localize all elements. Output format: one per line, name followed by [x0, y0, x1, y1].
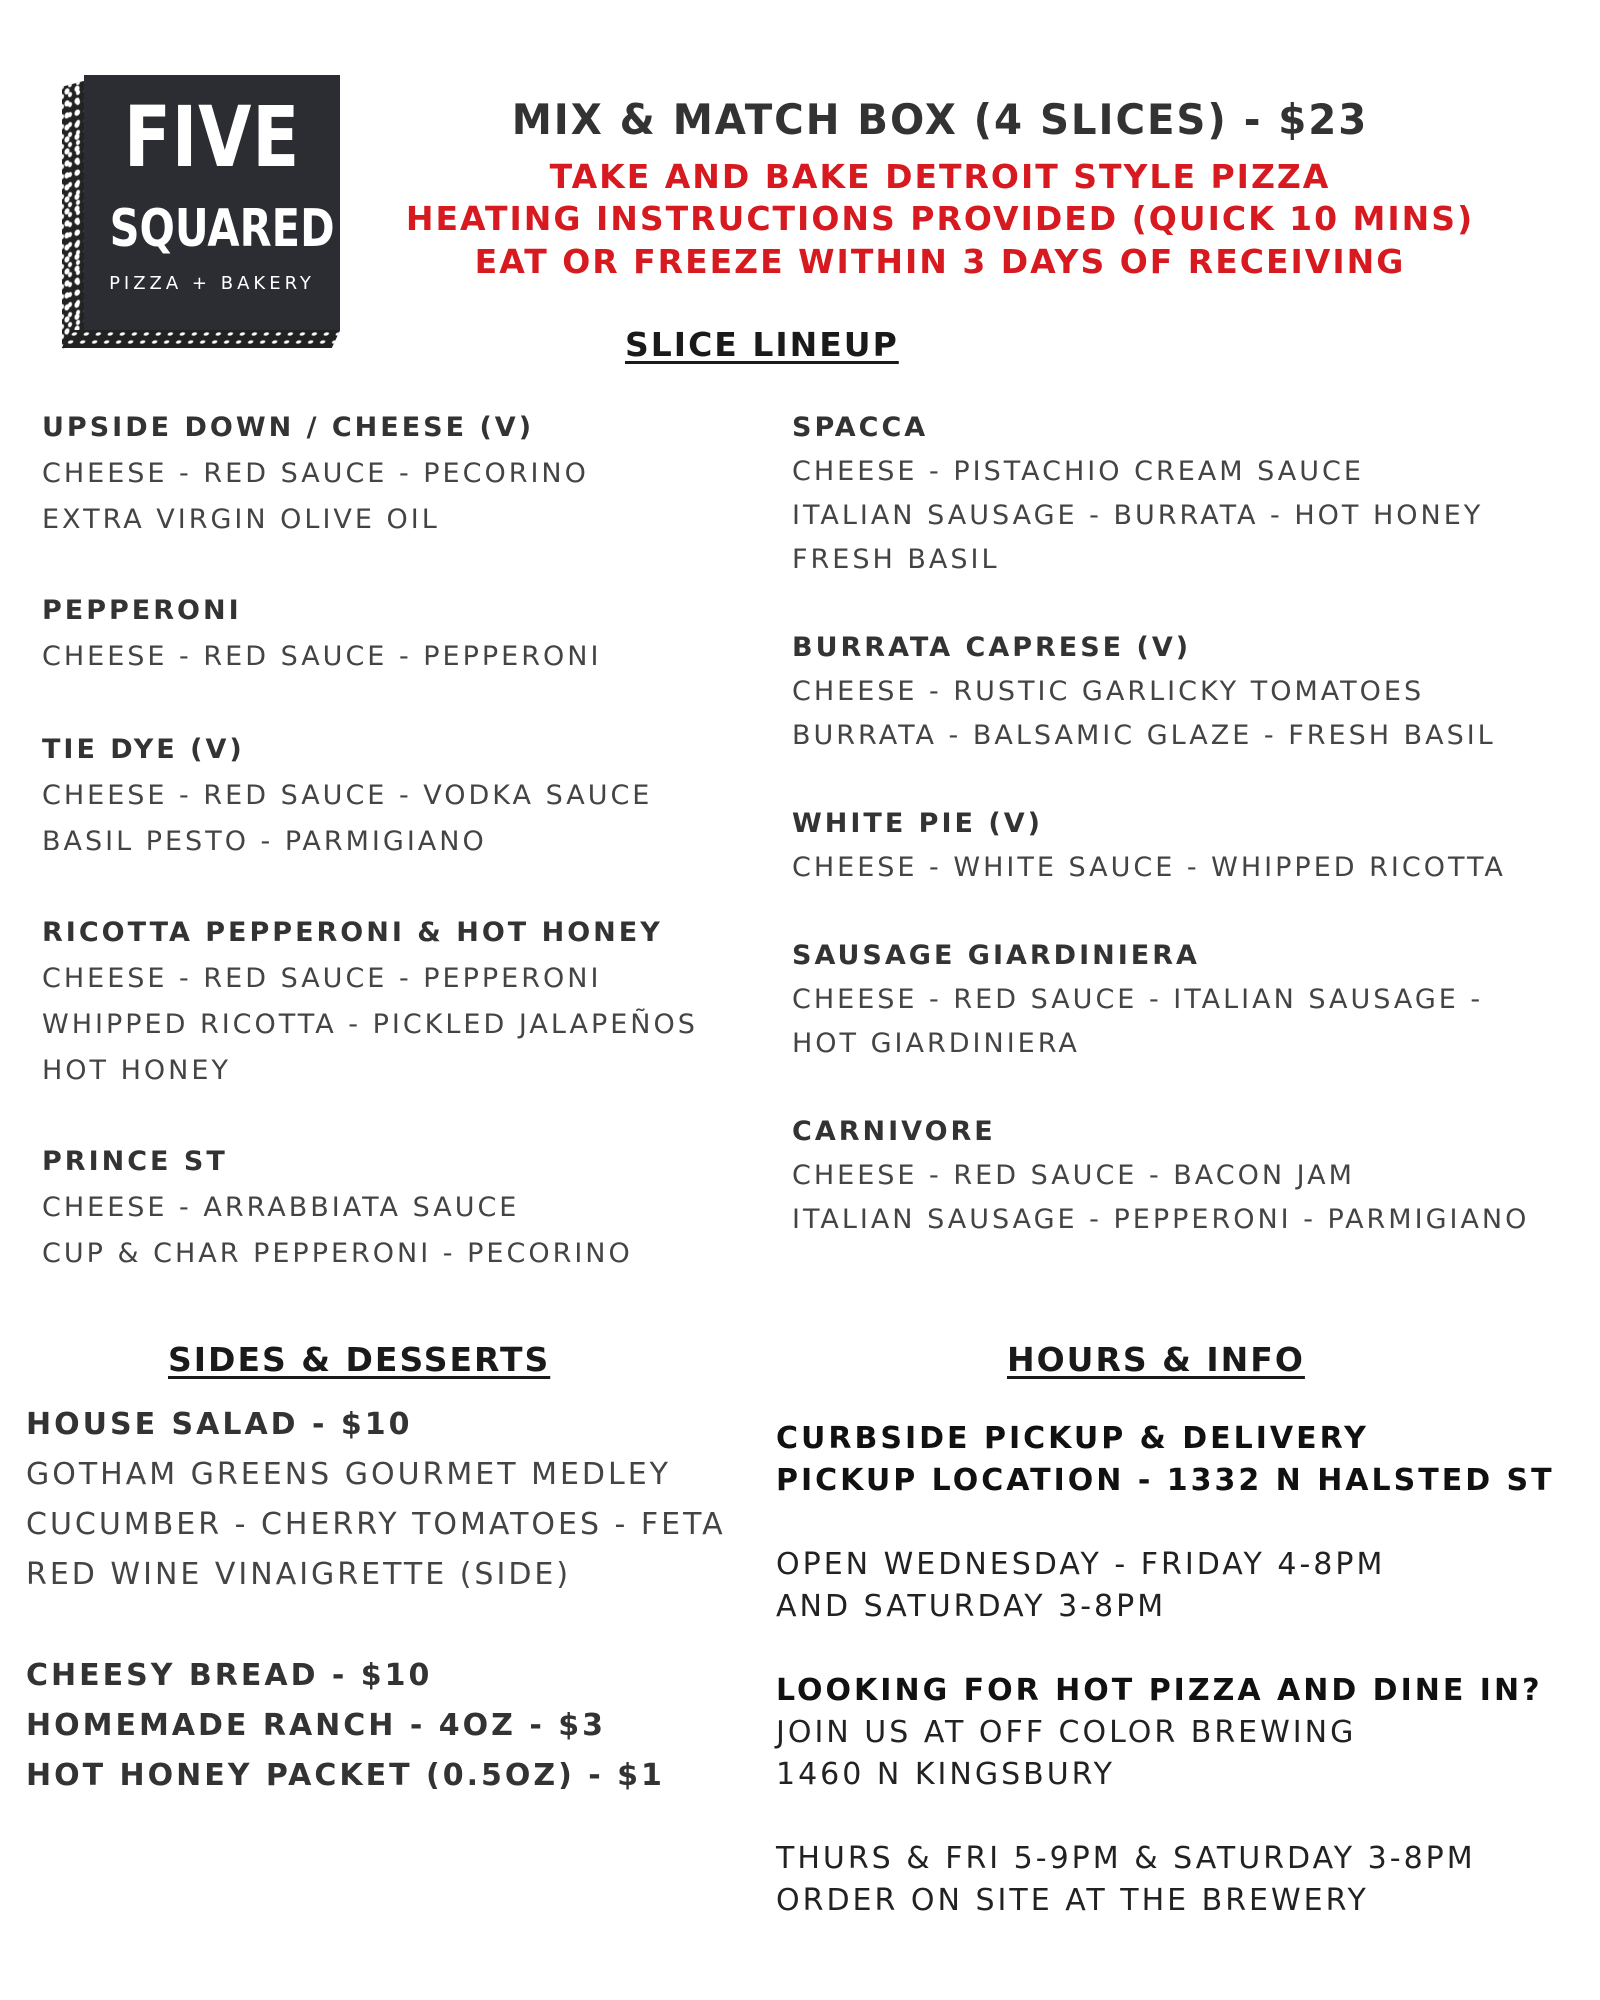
- pickup-line: PICKUP LOCATION - 1332 N HALSTED ST: [776, 1463, 1555, 1498]
- slice-ingredients: HOT HONEY: [42, 1055, 231, 1086]
- hours-line: AND SATURDAY 3-8PM: [776, 1589, 1167, 1624]
- subtitle-line: EAT OR FREEZE WITHIN 3 DAYS OF RECEIVING: [474, 242, 1406, 281]
- side-item: HOMEMADE RANCH - 4OZ - $3: [26, 1708, 606, 1743]
- hours-line: OPEN WEDNESDAY - FRIDAY 4-8PM: [776, 1547, 1386, 1582]
- salad-line: RED WINE VINAIGRETTE (SIDE): [26, 1557, 572, 1592]
- slice-ingredients: CHEESE - RED SAUCE - PECORINO: [42, 458, 589, 489]
- logo-face: [84, 75, 340, 330]
- box-title: MIX & MATCH BOX (4 SLICES) - $23: [511, 95, 1369, 144]
- subtitle-line: HEATING INSTRUCTIONS PROVIDED (QUICK 10 MINS): [405, 199, 1475, 238]
- logo: [62, 75, 342, 350]
- slice-lineup-heading: SLICE LINEUP: [625, 325, 899, 364]
- dine-in-line: JOIN US AT OFF COLOR BREWING: [776, 1715, 1357, 1750]
- slice-ingredients: CHEESE - RED SAUCE - PEPPERONI: [42, 641, 602, 672]
- dine-in-heading: LOOKING FOR HOT PIZZA AND DINE IN?: [776, 1673, 1543, 1708]
- side-item: HOT HONEY PACKET (0.5OZ) - $1: [26, 1758, 665, 1793]
- slice-ingredients: CHEESE - WHITE SAUCE - WHIPPED RICOTTA: [792, 852, 1506, 883]
- slice-ingredients: ITALIAN SAUSAGE - BURRATA - HOT HONEY: [792, 500, 1484, 531]
- slice-ingredients: CHEESE - ARRABBIATA SAUCE: [42, 1192, 520, 1223]
- slice-ingredients: BASIL PESTO - PARMIGIANO: [42, 826, 487, 857]
- slice-ingredients: EXTRA VIRGIN OLIVE OIL: [42, 504, 440, 535]
- slice-ingredients: CHEESE - PISTACHIO CREAM SAUCE: [792, 456, 1364, 487]
- logo-five: FIVE: [123, 88, 301, 186]
- slice-name: UPSIDE DOWN / CHEESE (V): [42, 412, 535, 443]
- slice-ingredients: CUP & CHAR PEPPERONI - PECORINO: [42, 1238, 633, 1269]
- slice-name: WHITE PIE (V): [792, 808, 1043, 839]
- slice-ingredients: ITALIAN SAUSAGE - PEPPERONI - PARMIGIANO: [792, 1204, 1530, 1235]
- slice-name: PEPPERONI: [42, 595, 242, 626]
- slice-ingredients: HOT GIARDINIERA: [792, 1028, 1080, 1059]
- logo-base-pattern: [62, 330, 340, 348]
- salad-name: HOUSE SALAD - $10: [26, 1407, 413, 1442]
- slice-ingredients: CHEESE - RED SAUCE - BACON JAM: [792, 1160, 1355, 1191]
- salad-line: GOTHAM GREENS GOURMET MEDLEY: [26, 1457, 672, 1492]
- slice-ingredients: CHEESE - RED SAUCE - VODKA SAUCE: [42, 780, 653, 811]
- slice-name: SAUSAGE GIARDINIERA: [792, 940, 1200, 971]
- logo-squared: SQUARED: [109, 199, 335, 259]
- logo-tagline: PIZZA + BAKERY: [109, 273, 315, 294]
- dine-in-line: 1460 N KINGSBURY: [776, 1757, 1115, 1792]
- slice-name: SPACCA: [792, 412, 929, 443]
- side-item: CHEESY BREAD - $10: [26, 1658, 433, 1693]
- slice-ingredients: FRESH BASIL: [792, 544, 1000, 575]
- slice-ingredients: WHIPPED RICOTTA - PICKLED JALAPEÑOS: [42, 1009, 698, 1040]
- slice-ingredients: CHEESE - RED SAUCE - PEPPERONI: [42, 963, 602, 994]
- brewery-hours-line: ORDER ON SITE AT THE BREWERY: [776, 1883, 1369, 1918]
- pickup-line: CURBSIDE PICKUP & DELIVERY: [776, 1421, 1369, 1456]
- slice-name: PRINCE ST: [42, 1146, 228, 1177]
- subtitle-line: TAKE AND BAKE DETROIT STYLE PIZZA: [549, 157, 1331, 196]
- slice-ingredients: BURRATA - BALSAMIC GLAZE - FRESH BASIL: [792, 720, 1496, 751]
- slice-ingredients: CHEESE - RED SAUCE - ITALIAN SAUSAGE -: [792, 984, 1484, 1015]
- sides-heading: SIDES & DESSERTS: [168, 1340, 551, 1379]
- slice-name: BURRATA CAPRESE (V): [792, 632, 1192, 663]
- slice-name: RICOTTA PEPPERONI & HOT HONEY: [42, 917, 663, 948]
- salad-line: CUCUMBER - CHERRY TOMATOES - FETA: [26, 1507, 726, 1542]
- slice-name: CARNIVORE: [792, 1116, 996, 1147]
- slice-ingredients: CHEESE - RUSTIC GARLICKY TOMATOES: [792, 676, 1425, 707]
- slice-name: TIE DYE (V): [42, 734, 245, 765]
- brewery-hours-line: THURS & FRI 5-9PM & SATURDAY 3-8PM: [776, 1841, 1476, 1876]
- hours-info-heading: HOURS & INFO: [1007, 1340, 1305, 1379]
